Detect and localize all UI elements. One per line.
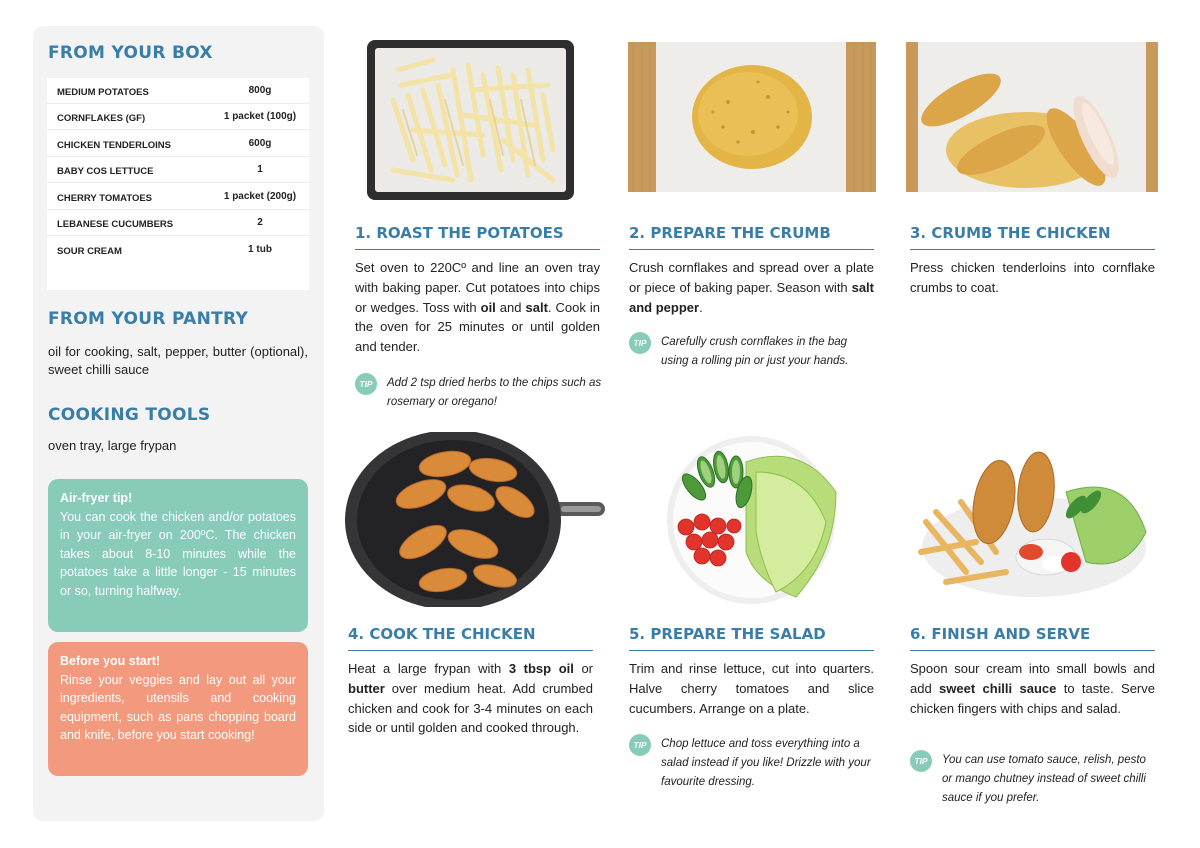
before-you-start-title: Before you start! bbox=[60, 654, 161, 668]
finish-and-serve-photo bbox=[906, 432, 1158, 607]
step-6-heading: 6. FINISH AND SERVE bbox=[910, 625, 1155, 651]
step-text-part: Crush cornflakes and spread over a plate or piece of baking paper. Season with bbox=[629, 260, 874, 295]
step-text-part: Trim and rinse lettuce, cut into quarters. Halve cherry tomatoes and slice cucumbers. Arrange on a plate. bbox=[629, 661, 874, 716]
tip-text: Add 2 tsp dried herbs to the chips such as rosemary or oregano! bbox=[387, 377, 602, 408]
table-row bbox=[47, 104, 309, 130]
step-text-part: or bbox=[573, 661, 594, 676]
step-5-text bbox=[629, 659, 874, 718]
air-fryer-tip-title: Air-fryer tip! bbox=[60, 491, 133, 505]
step-text-part: and bbox=[495, 299, 526, 315]
table-row bbox=[47, 131, 309, 157]
ingredient-name: MEDIUM POTATOES bbox=[57, 87, 149, 98]
step-text-part: . Cook in the oven for 25 minutes or until golden and tender. bbox=[355, 299, 600, 355]
ingredient-name: SOUR CREAM bbox=[57, 246, 122, 257]
step-text-part: to taste. Serve chicken fingers with chips and salad. bbox=[910, 680, 1155, 716]
step-text-bold: sweet chilli sauce bbox=[939, 680, 1057, 696]
step-text-bold: butter bbox=[348, 680, 385, 696]
tools-text: oven tray, large frypan bbox=[48, 438, 177, 453]
step-text-part: Press chicken tenderloins into cornflake crumbs to coat. bbox=[910, 260, 1155, 295]
tip-badge: TIP bbox=[355, 373, 377, 395]
tip-badge: TIP bbox=[910, 750, 932, 772]
tip-badge: TIP bbox=[629, 332, 651, 354]
crumb-chicken-photo bbox=[906, 42, 1158, 192]
table-row bbox=[47, 78, 309, 104]
step-text-part: over medium heat. Add crumbed chicken and cook for 3-4 minutes on each side or until golden and cooked through. bbox=[348, 680, 593, 736]
step-6-text bbox=[910, 659, 1155, 718]
step-text-bold: oil bbox=[480, 299, 496, 315]
step-2-heading: 2. PREPARE THE CRUMB bbox=[629, 224, 874, 250]
table-row bbox=[47, 237, 309, 263]
ingredient-qty: 600g bbox=[248, 138, 272, 149]
step-text-part: Spoon sour cream into small bowls and add bbox=[910, 661, 1155, 696]
tip-badge: TIP bbox=[629, 734, 651, 756]
from-your-pantry-heading: FROM YOUR PANTRY bbox=[48, 309, 249, 329]
before-you-start-box bbox=[48, 642, 308, 776]
step-text-bold: 3 tbsp oil bbox=[508, 661, 574, 676]
tip-text: Chop lettuce and toss everything into a salad instead if you like! Drizzle with your favourite dressing. bbox=[661, 738, 871, 788]
step-text-bold: salt bbox=[525, 299, 548, 315]
ingredient-qty: 1 bbox=[257, 164, 263, 175]
ingredient-name: BABY COS LETTUCE bbox=[57, 166, 154, 177]
cooking-tools-heading: COOKING TOOLS bbox=[48, 405, 211, 425]
ingredient-qty: 1 packet (200g) bbox=[223, 191, 297, 202]
step-1-text bbox=[355, 258, 600, 357]
ingredient-name: CORNFLAKES (GF) bbox=[57, 113, 146, 124]
from-your-box-heading: FROM YOUR BOX bbox=[48, 43, 213, 63]
air-fryer-tip-box bbox=[48, 479, 308, 632]
step-3-text bbox=[910, 258, 1155, 298]
air-fryer-tip-text: You can cook the chicken and/or potatoes in your air-fryer on 200ºC. The chicken takes about 8-10 minutes while the potatoes take a little longer - 15 minutes or so, turning halfway. bbox=[60, 509, 296, 598]
table-row bbox=[47, 210, 309, 236]
ingredient-qty: 1 packet (100g) bbox=[223, 111, 297, 122]
prepare-salad-photo bbox=[626, 432, 876, 607]
ingredients-sidebar bbox=[33, 26, 324, 821]
table-row bbox=[47, 184, 309, 210]
ingredient-name: CHICKEN TENDERLOINS bbox=[57, 140, 172, 151]
tip-text: You can use tomato sauce, relish, pesto or mango chutney instead of sweet chilli sauce if you prefer. bbox=[942, 754, 1146, 804]
step-1-heading: 1. ROAST THE POTATOES bbox=[355, 224, 600, 250]
roast-potatoes-photo bbox=[353, 30, 598, 210]
step-5-heading: 5. PREPARE THE SALAD bbox=[629, 625, 874, 651]
step-text-part: . bbox=[699, 299, 703, 315]
tip-text: Carefully crush cornflakes in the bag using a rolling pin or just your hands. bbox=[661, 336, 849, 367]
step-text-part: Heat a large frypan with bbox=[348, 661, 509, 676]
before-you-start-text: Rinse your veggies and lay out all your ingredients, utensils and cooking equipment, such as pans chopping board and knife, before you start cooking! bbox=[60, 672, 296, 742]
ingredient-qty: 800g bbox=[248, 85, 272, 96]
step-text-bold: salt and pepper bbox=[629, 279, 874, 315]
prepare-crumb-photo bbox=[628, 42, 876, 192]
ingredient-qty: 1 tub bbox=[248, 244, 272, 255]
ingredients-table bbox=[47, 78, 309, 290]
step-text-part: Set oven to 220Cº and line an oven tray with baking paper. Cut potatoes into chips or wedges. Toss with bbox=[355, 260, 600, 315]
ingredient-name: LEBANESE CUCUMBERS bbox=[57, 219, 174, 230]
step-4-heading: 4. COOK THE CHICKEN bbox=[348, 625, 593, 651]
ingredient-name: CHERRY TOMATOES bbox=[57, 193, 153, 204]
step-3-heading: 3. CRUMB THE CHICKEN bbox=[910, 224, 1155, 250]
step-4-text bbox=[348, 659, 593, 738]
table-row bbox=[47, 157, 309, 183]
cook-chicken-photo bbox=[343, 432, 605, 607]
step-2-text bbox=[629, 258, 874, 317]
ingredient-qty: 2 bbox=[257, 217, 263, 228]
pantry-text: oil for cooking, salt, pepper, butter (optional), sweet chilli sauce bbox=[48, 344, 308, 377]
